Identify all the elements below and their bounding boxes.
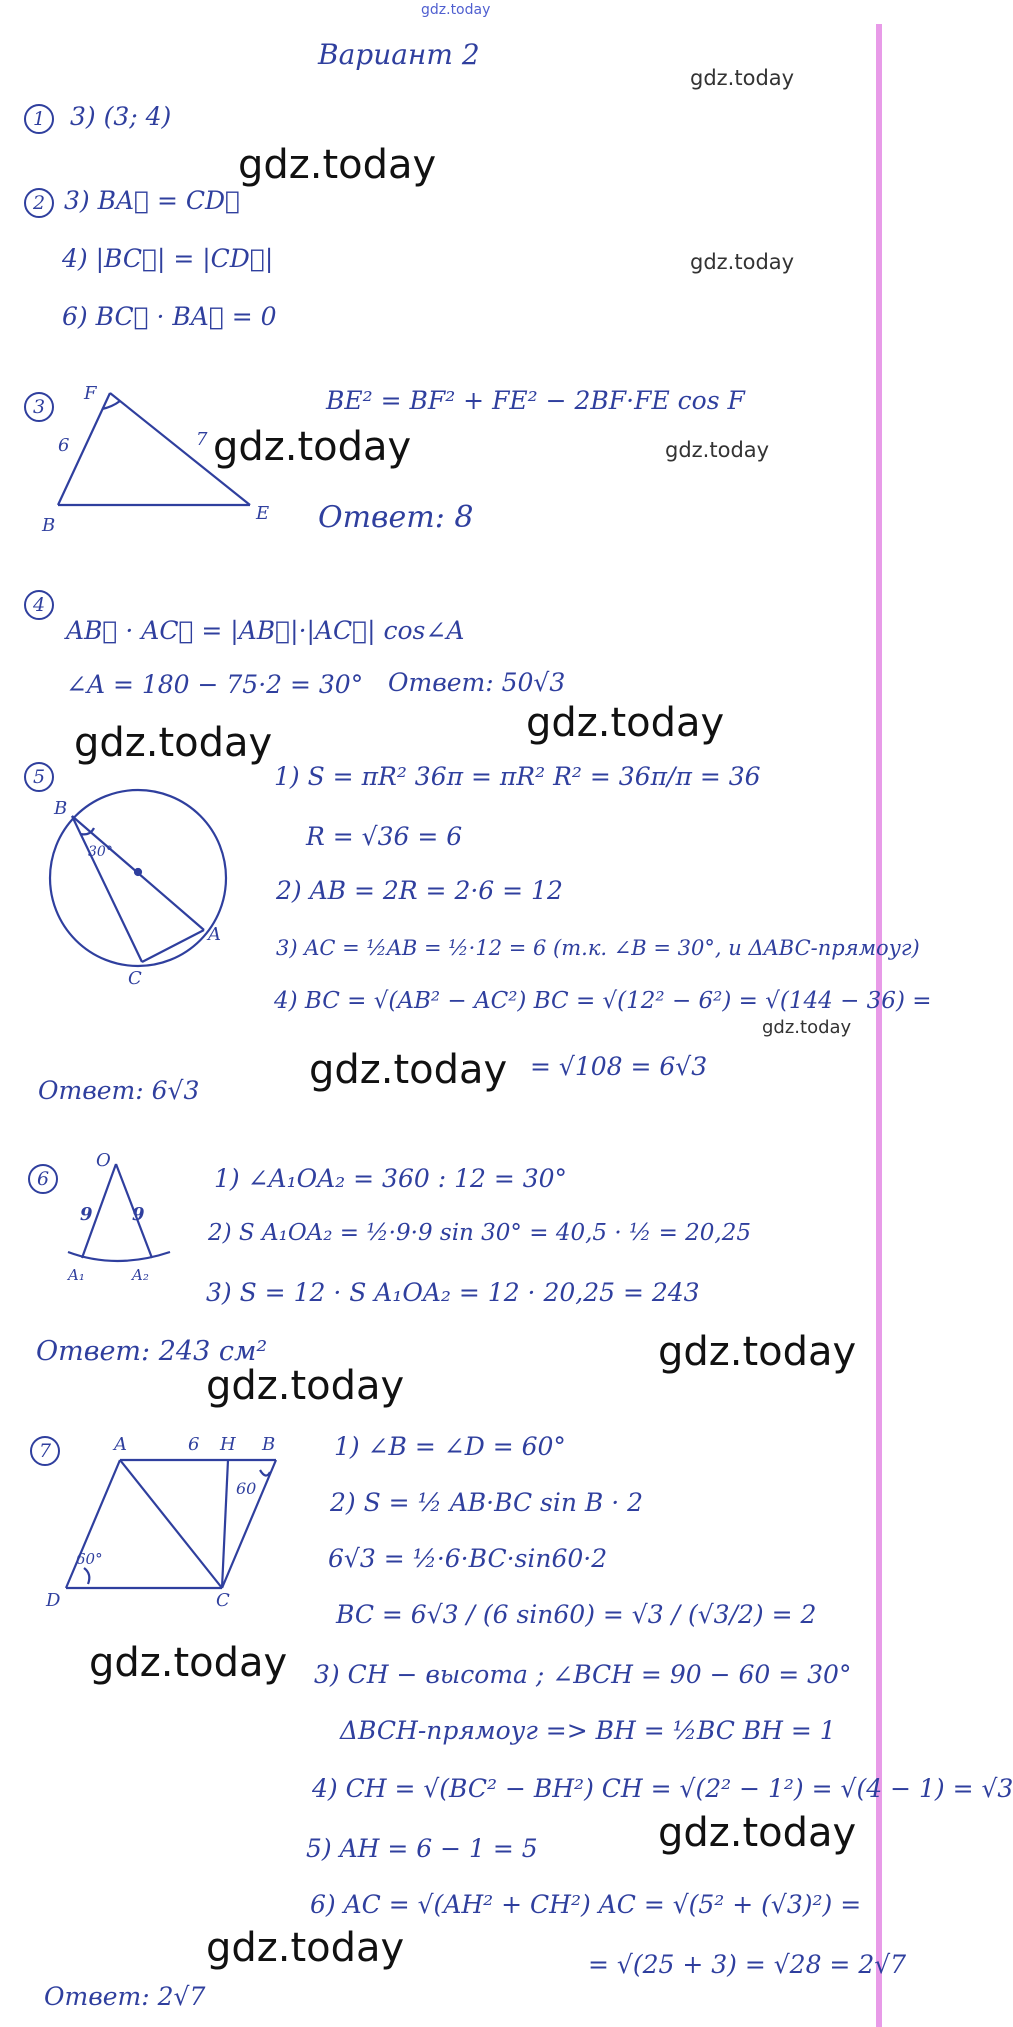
task-number: 7 bbox=[30, 1436, 60, 1466]
vertex-label: O bbox=[96, 1150, 111, 1171]
margin-line bbox=[876, 24, 882, 2027]
watermark: gdz.today bbox=[690, 250, 795, 274]
watermark: gdz.today bbox=[238, 142, 437, 188]
watermark: gdz.today bbox=[762, 1017, 852, 1038]
answer: Ответ: 243 см² bbox=[36, 1336, 268, 1367]
vertex-label: A bbox=[208, 924, 221, 945]
answer: Ответ: 8 bbox=[318, 500, 474, 535]
vertex-label: D bbox=[46, 1590, 61, 1611]
task-line: 1) ∠A₁OA₂ = 360 : 12 = 30° bbox=[214, 1164, 568, 1193]
vertex-label: A bbox=[114, 1434, 127, 1455]
vertex-label: B bbox=[42, 515, 56, 536]
watermark: gdz.today bbox=[89, 1640, 288, 1686]
top-watermark: gdz.today bbox=[421, 2, 491, 18]
task-line: BC = 6√3 / (6 sin60) = √3 / (√3/2) = 2 bbox=[336, 1600, 817, 1629]
task-number: 3 bbox=[24, 392, 54, 422]
vertex-label: C bbox=[216, 1590, 230, 1611]
circle-figure bbox=[40, 790, 240, 989]
task-line: 4) BC = √(AB² − AC²) BC = √(12² − 6²) = √(144 − 36) = bbox=[274, 988, 932, 1014]
side-label: 6 bbox=[188, 1434, 200, 1455]
task-line: 6) BC⃗ · BA⃗ = 0 bbox=[62, 302, 277, 331]
watermark: gdz.today bbox=[526, 700, 725, 746]
task-number: 2 bbox=[24, 188, 54, 218]
task-number: 1 bbox=[24, 104, 54, 134]
task-line: AB⃗ · AC⃗ = |AB⃗|·|AC⃗| cos∠A bbox=[66, 616, 465, 645]
vertex-label: H bbox=[220, 1434, 236, 1455]
watermark: gdz.today bbox=[690, 66, 795, 90]
vertex-label: C bbox=[128, 968, 142, 989]
sector-figure bbox=[62, 1150, 182, 1284]
page-title: Вариант 2 bbox=[318, 38, 480, 71]
task-line: 4) |BC⃗| = |CD⃗| bbox=[62, 244, 274, 273]
answer: Ответ: 50√3 bbox=[388, 668, 566, 697]
watermark: gdz.today bbox=[658, 1810, 857, 1856]
angle-label: 60° bbox=[76, 1550, 103, 1568]
vertex-label: A₂ bbox=[132, 1266, 149, 1284]
triangle-figure bbox=[42, 383, 280, 536]
side-label: 6 bbox=[58, 435, 70, 456]
task-line: 2) S A₁OA₂ = ½·9·9 sin 30° = 40,5 · ½ = 20,25 bbox=[208, 1220, 752, 1246]
task-line: ∠A = 180 − 75·2 = 30° bbox=[66, 670, 364, 699]
angle-label: 30° bbox=[88, 844, 113, 860]
watermark: gdz.today bbox=[213, 424, 412, 470]
task-line: 6) AC = √(AH² + CH²) AC = √(5² + (√3)²) = bbox=[310, 1890, 862, 1919]
vertex-label: F bbox=[84, 383, 97, 404]
task-line: 3) BA⃗ = CD⃗ bbox=[64, 186, 241, 215]
task-line: 4) CH = √(BC² − BH²) CH = √(2² − 1²) = √(4 − 1) = √3 bbox=[312, 1774, 1013, 1803]
vertex-label: A₁ bbox=[68, 1266, 85, 1284]
task-line: 1) S = πR² 36π = πR² R² = 36π/π = 36 bbox=[274, 762, 761, 791]
task-line: 3) (3; 4) bbox=[70, 102, 172, 131]
task-number: 6 bbox=[28, 1164, 58, 1194]
watermark: gdz.today bbox=[206, 1925, 405, 1971]
watermark: gdz.today bbox=[206, 1363, 405, 1409]
watermark: gdz.today bbox=[309, 1047, 508, 1093]
watermark: gdz.today bbox=[665, 438, 770, 462]
task-line: 3) CH − высота ; ∠BCH = 90 − 60 = 30° bbox=[314, 1660, 852, 1689]
task-line: 5) AH = 6 − 1 = 5 bbox=[306, 1834, 538, 1863]
answer: Ответ: 6√3 bbox=[38, 1076, 200, 1105]
task-line: 1) ∠B = ∠D = 60° bbox=[334, 1432, 566, 1461]
task-number: 4 bbox=[24, 590, 54, 620]
task-line: BE² = BF² + FE² − 2BF·FE cos F bbox=[326, 386, 745, 415]
vertex-label: E bbox=[256, 503, 270, 524]
vertex-label: B bbox=[54, 798, 68, 819]
answer: Ответ: 2√7 bbox=[44, 1982, 206, 2011]
task-line: = √(25 + 3) = √28 = 2√7 bbox=[588, 1950, 907, 1979]
side-label: 9 bbox=[132, 1204, 145, 1225]
angle-label: 60 bbox=[236, 1479, 257, 1498]
task-line: ΔBCH-прямоуг => BH = ½BC BH = 1 bbox=[340, 1716, 836, 1745]
task-line: 6√3 = ½·6·BC·sin60·2 bbox=[328, 1544, 608, 1573]
vertex-label: B bbox=[262, 1434, 276, 1455]
parallelogram-figure bbox=[44, 1428, 294, 1611]
task-line: R = √36 = 6 bbox=[306, 822, 463, 851]
side-label: 9 bbox=[80, 1204, 93, 1225]
task-line: 2) S = ½ AB·BC sin B · 2 bbox=[330, 1488, 644, 1517]
task-line: = √108 = 6√3 bbox=[530, 1052, 708, 1081]
task-line: 2) AB = 2R = 2·6 = 12 bbox=[276, 876, 563, 905]
task-line: 3) S = 12 · S A₁OA₂ = 12 · 20,25 = 243 bbox=[206, 1278, 700, 1307]
watermark: gdz.today bbox=[658, 1329, 857, 1375]
task-number: 5 bbox=[24, 762, 54, 792]
watermark: gdz.today bbox=[74, 720, 273, 766]
side-label: 7 bbox=[196, 429, 208, 450]
task-line: 3) AC = ½AB = ½·12 = 6 (т.к. ∠B = 30°, и ΔABC-прямоуг) bbox=[276, 936, 920, 960]
